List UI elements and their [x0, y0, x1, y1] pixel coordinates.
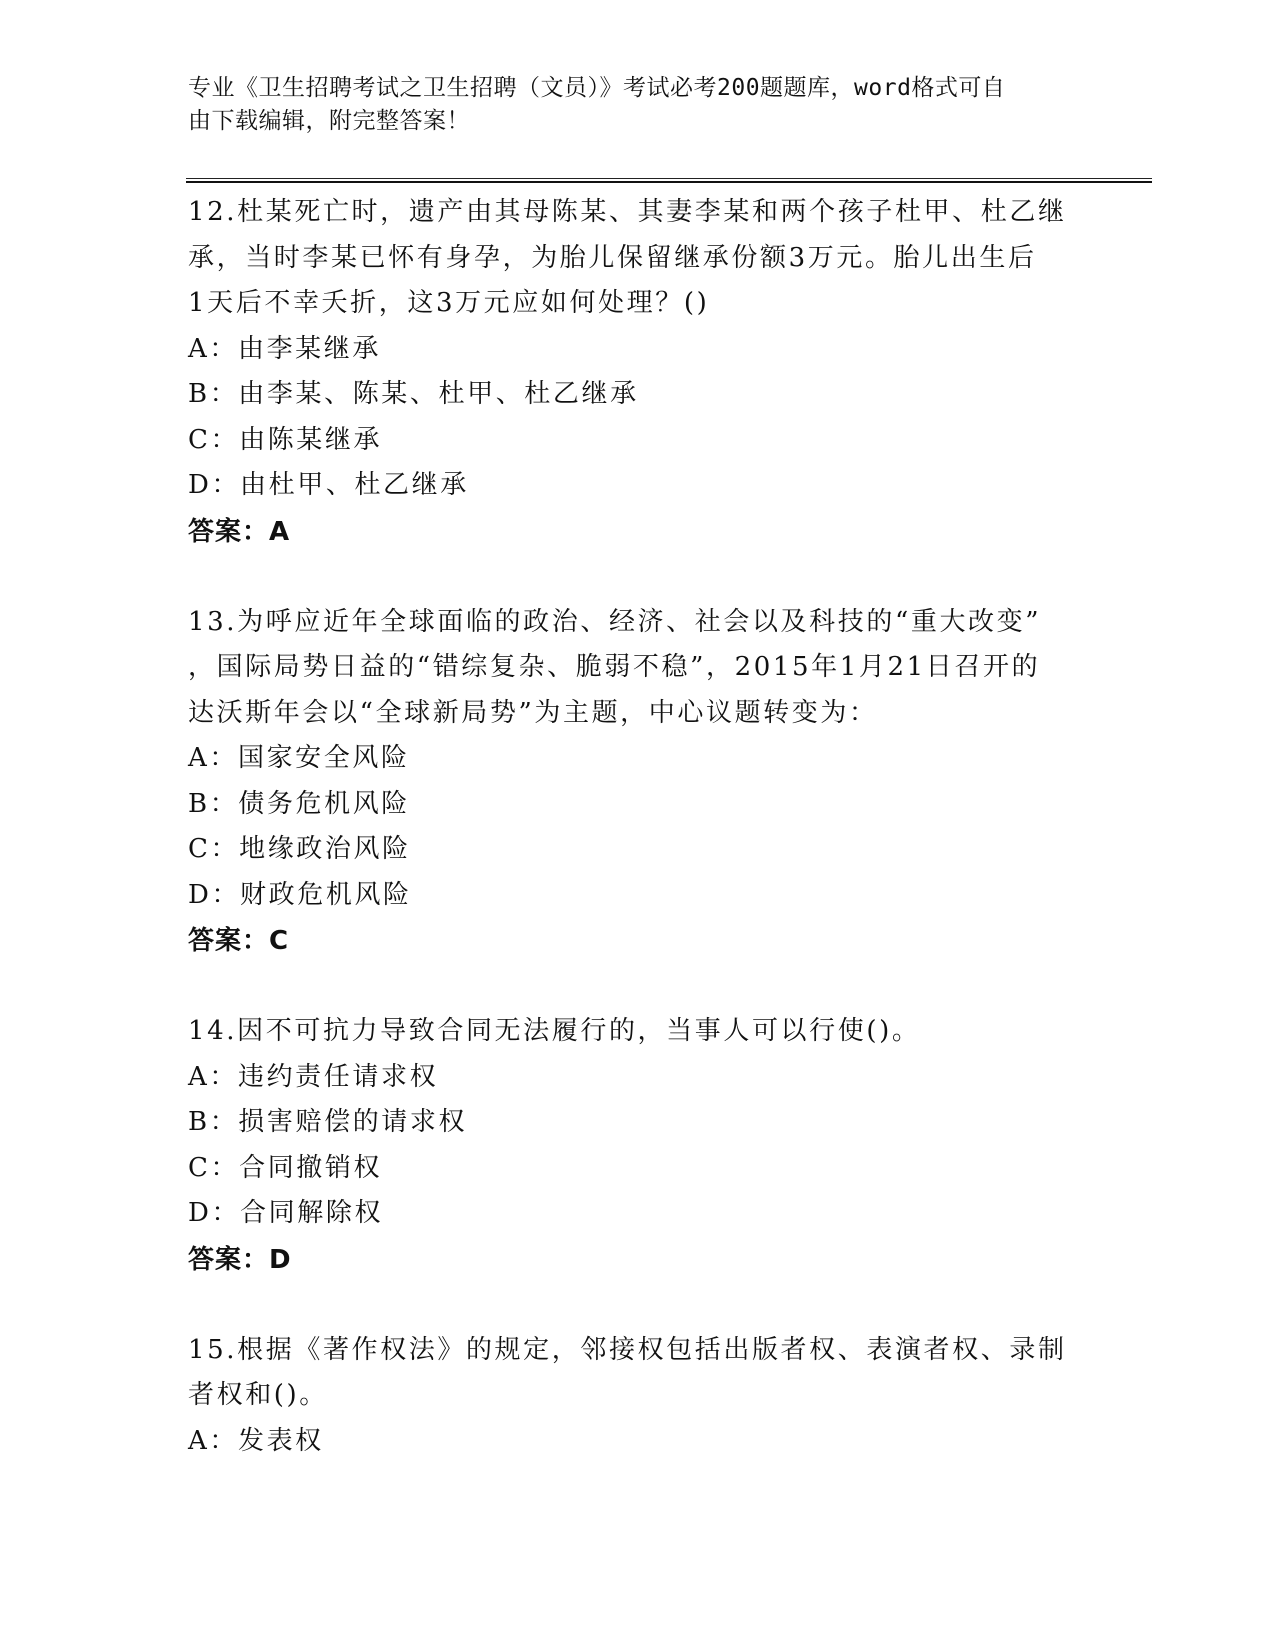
option-c: C：地缘政治风险 [188, 834, 411, 864]
header-divider-thick [186, 181, 1152, 183]
header-line-2: 由下载编辑，附完整答案！ [188, 108, 470, 134]
option-a: A：由李某继承 [188, 333, 381, 364]
question-text-line: 13.为呼应近年全球面临的政治、经济、社会以及科技的“重大改变” [188, 606, 1042, 637]
question-list [188, 190, 1088, 1464]
question-13 [188, 600, 1088, 966]
question-15 [188, 1328, 1088, 1465]
option-a: A：国家安全风险 [188, 743, 410, 773]
option-b: B：损害赔偿的请求权 [188, 1107, 468, 1137]
document-header [188, 72, 1068, 138]
answer: 答案：D [188, 1244, 292, 1275]
answer: 答案：C [188, 926, 290, 956]
option-d: D：合同解除权 [188, 1198, 384, 1228]
question-text-line: 达沃斯年会以“全球新局势”为主题，中心议题转变为： [188, 697, 878, 728]
option-a: A：违约责任请求权 [188, 1061, 439, 1092]
question-text-line: 承，当时李某已怀有身孕，为胎儿保留继承份额3万元。胎儿出生后 [188, 242, 1037, 273]
header-divider-thin [186, 178, 1152, 179]
header-line-1: 专业《卫生招聘考试之卫生招聘（文员）》考试必考200题题库，word格式可自 [188, 75, 1006, 101]
question-12 [188, 190, 1088, 556]
option-c: C：合同撤销权 [188, 1152, 383, 1183]
option-c: C：由陈某继承 [188, 424, 383, 455]
question-text-line: 者权和()。 [188, 1380, 328, 1410]
question-text-line: ，国际局势日益的“错综复杂、脆弱不稳”，2015年1月21日召开的 [188, 652, 1041, 682]
option-a: A：发表权 [188, 1425, 324, 1456]
option-b: B：由李某、陈某、杜甲、杜乙继承 [188, 379, 639, 409]
question-text-line: 12.杜某死亡时，遗产由其母陈某、其妻李某和两个孩子杜甲、杜乙继 [188, 197, 1067, 227]
question-text-line: 14.因不可抗力导致合同无法履行的，当事人可以行使()。 [188, 1016, 921, 1046]
option-d: D：由杜甲、杜乙继承 [188, 470, 469, 500]
answer: 答案：A [188, 516, 291, 547]
question-text-line: 1天后不幸夭折，这3万元应如何处理？() [188, 288, 710, 318]
question-text-line: 15.根据《著作权法》的规定，邻接权包括出版者权、表演者权、录制 [188, 1334, 1067, 1365]
question-14 [188, 1009, 1088, 1284]
option-b: B：债务危机风险 [188, 788, 410, 819]
option-d: D：财政危机风险 [188, 879, 412, 910]
